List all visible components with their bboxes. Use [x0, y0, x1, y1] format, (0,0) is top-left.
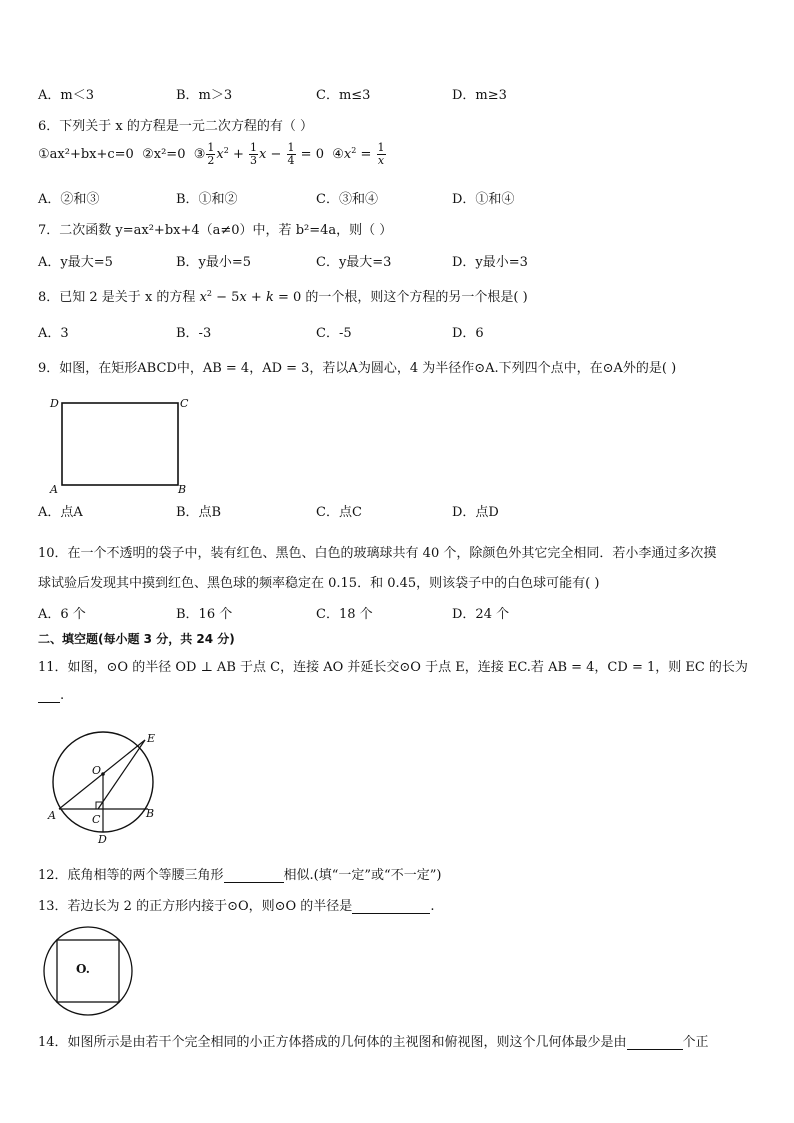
- q9-rectangle-figure: [40, 393, 200, 497]
- q6-equations: [38, 142, 387, 167]
- q11-stem: 11．如图，⊙O 的半径 OD ⊥ AB 于点 C，连接 AO 并延长交⊙O 于点 E，连接 EC.若 AB = 4，CD = 1，则 EC 的长为: [38, 660, 748, 675]
- q14-answer-blank: [627, 1037, 683, 1050]
- q8-option-a: A．3: [38, 326, 69, 341]
- q11-label-a: A: [48, 809, 56, 822]
- q8-option-b: B．-3: [176, 326, 212, 341]
- q7-stem: 7．二次函数 y=ax²+bx+4（a≠0）中，若 b²=4a，则（ ）: [38, 223, 393, 238]
- q7-option-d: D．y最小=3: [452, 255, 528, 270]
- section-heading: 二、填空题(每小题 3 分，共 24 分): [38, 632, 235, 646]
- q14-stem: 14．如图所示是由若干个完全相同的小正方体搭成的几何体的主视图和俯视图，则这个几何体最少是由 个正: [38, 1035, 709, 1050]
- q9-stem: 9．如图，在矩形ABCD中，AB = 4，AD = 3，若以A为圆心，4 为半径作⊙A.下列四个点中，在⊙A外的是( ): [38, 361, 677, 376]
- q6-option-b: B．①和②: [176, 192, 238, 207]
- q9-label-d: D: [50, 397, 59, 410]
- q11-label-d: D: [98, 833, 107, 846]
- q8-option-d: D．6: [452, 326, 484, 341]
- q9-label-a: A: [50, 483, 58, 496]
- q10-line2: 球试验后发现其中摸到红色、黑色球的频率稳定在 0.15．和 0.45，则该袋子中的白色球可能有( ): [38, 576, 600, 591]
- q5-option-c: C．m≤3: [316, 88, 371, 103]
- q12-stem: 12．底角相等的两个等腰三角形 相似.(填“一定”或“不一定”): [38, 868, 442, 883]
- q10-option-a: A．6 个: [38, 607, 86, 622]
- q12-answer-blank: [224, 870, 284, 883]
- q13-square-circle-figure: [40, 924, 140, 1020]
- q6-item3: ③ $\frac{1}{2}$ $x^2$ + $\frac{1}{3}$ x − $\frac{1}{4}$ = 0: [193, 141, 324, 167]
- q9-label-c: C: [180, 397, 189, 410]
- q8-option-c: C．-5: [316, 326, 352, 341]
- q7-option-a: A．y最大=5: [38, 255, 113, 270]
- q9-option-c: C．点C: [316, 505, 362, 520]
- q6-item4: $④x^2$ = $\frac{1}{x}$: [332, 141, 385, 167]
- q10-option-c: C．18 个: [316, 607, 373, 622]
- q6-option-c: C．③和④: [316, 192, 378, 207]
- q13-answer-blank: [352, 901, 430, 914]
- q13-label-o: O.: [76, 962, 90, 976]
- q11-circle-figure: [40, 726, 170, 846]
- q5-option-a: A．m＜3: [38, 88, 94, 103]
- q11-label-c: C: [92, 813, 101, 826]
- q7-option-c: C．y最大=3: [316, 255, 392, 270]
- q9-option-b: B．点B: [176, 505, 222, 520]
- q6-option-d: D．①和④: [452, 192, 515, 207]
- q5-option-d: D．m≥3: [452, 88, 507, 103]
- q10-option-d: D．24 个: [452, 607, 510, 622]
- q10-line1: 10．在一个不透明的袋子中，装有红色、黑色、白色的玻璃球共有 40 个，除颜色外其它完全相同．若小李通过多次摸: [38, 546, 717, 561]
- q11-label-o: O: [92, 764, 102, 777]
- q8-stem: 8．已知 2 是关于 x 的方程 $x^2 - 5x + k = 0$ 的一个根，则这个方程的另一个根是( ): [38, 289, 528, 305]
- q9-label-b: B: [178, 483, 187, 496]
- q6-item1: ①ax²+bx+c=0: [38, 147, 134, 162]
- q6-item2: ②x²=0: [142, 147, 186, 162]
- q7-option-b: B．y最小=5: [176, 255, 252, 270]
- q11-label-e: E: [147, 732, 156, 745]
- q9-option-a: A．点A: [38, 505, 83, 520]
- q6-option-a: A．②和③: [38, 192, 100, 207]
- q11-label-b: B: [146, 807, 155, 820]
- q13-stem: 13．若边长为 2 的正方形内接于⊙O，则⊙O 的半径是 .: [38, 899, 435, 914]
- q8-equation: $x^2 - 5x + k = 0$: [199, 289, 302, 305]
- q6-stem: 6．下列关于 x 的方程是一元二次方程的有（ ）: [38, 119, 313, 134]
- q9-option-d: D．点D: [452, 505, 499, 520]
- q5-option-b: B．m＞3: [176, 88, 233, 103]
- q10-option-b: B．16 个: [176, 607, 233, 622]
- q11-answer-blank: .: [38, 688, 64, 703]
